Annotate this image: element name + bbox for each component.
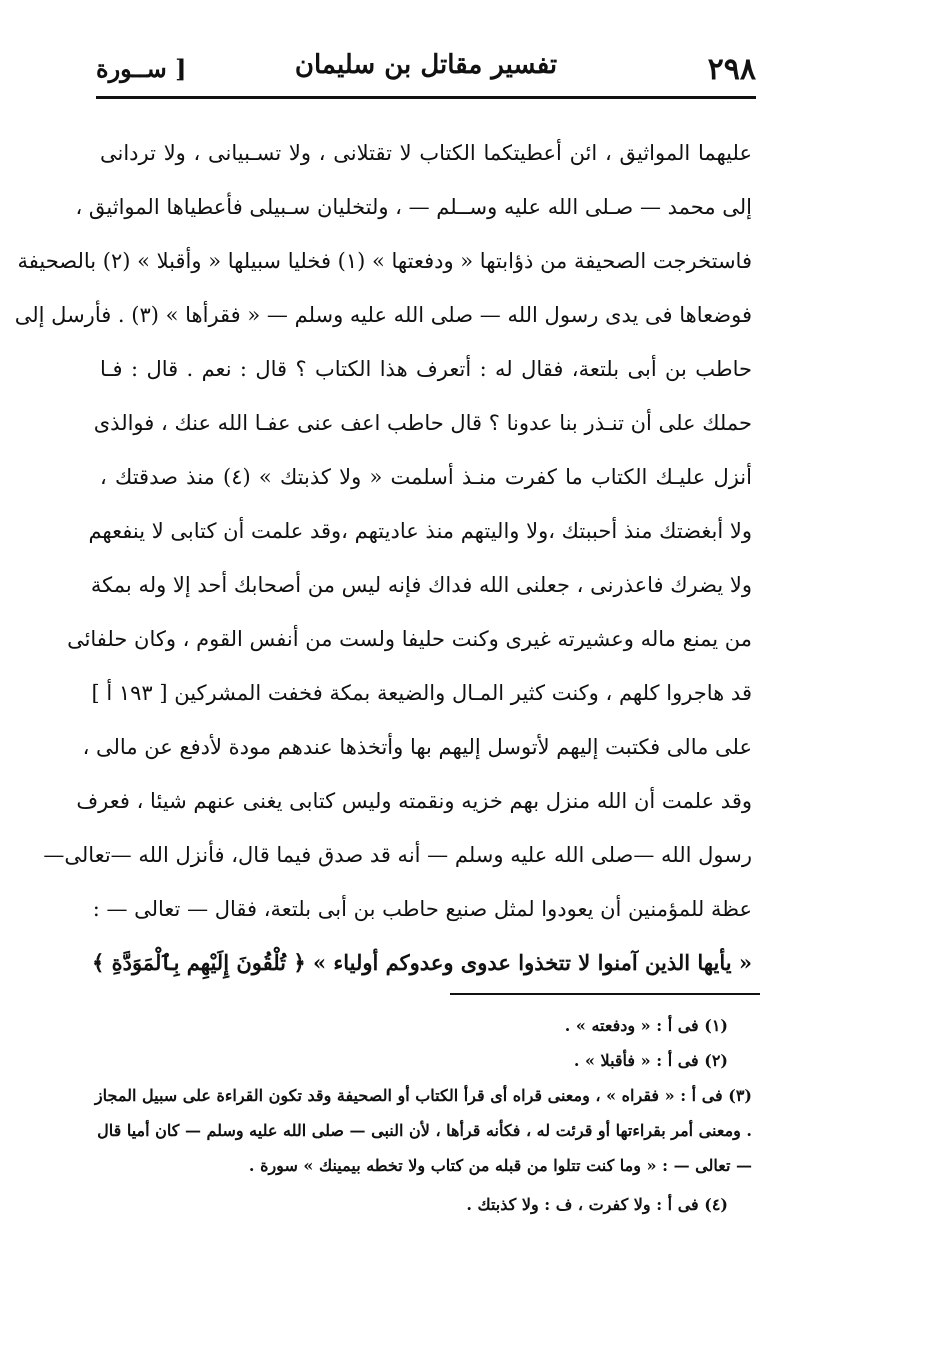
text-line: عليهما المواثيق ، ائن أعطيتكما الكتاب لا تقتلانى ، ولا تسـبيانى ، ولا تردانى	[100, 141, 752, 165]
text-line: رسول الله —صلى الله عليه وسلم — أنه قد صدق فيما قال، فأنزل الله —تعالى—	[43, 843, 752, 867]
footnote-3-continued: . ومعنى أمر بقراءتها أو قرئت له ، فكأنه قرأها ، لأن النبى — صلى الله عليه وسلم — كان أميا قال	[97, 1121, 752, 1140]
footnotes	[94, 1008, 752, 1222]
text-line: على مالى فكتبت إليهم لأتوسل إليهم بها وأتخذها عندهم مودة لأدفع عن مالى ،	[82, 735, 752, 759]
text-line: حاطب بن أبى بلتعة، فقال له : أتعرف هذا الكتاب ؟ قال : نعم . قال : فـا	[100, 357, 752, 381]
text-line: أنزل عليـك الكتاب ما كفرت منـذ أسلمت « ولا كذبتك » (٤) منذ صدقتك ،	[100, 465, 752, 489]
text-line: وقد علمت أن الله منزل بهم خزيه ونقمته وليس كتابى يغنى عنهم شيئا ، فعرف	[76, 789, 752, 813]
text-line: فوضعاها فى يدى رسول الله — صلى الله عليه وسلم — « فقرأها » (٣) . فأرسل إلى	[14, 303, 752, 327]
text-line: ولا أبغضتك منذ أحببتك ،ولا واليتهم منذ عاديتهم ،وقد علمت أن كتابى لا ينفعهم	[88, 519, 752, 543]
body-text	[14, 126, 752, 990]
surah-heading: [ ســورة	[96, 54, 187, 83]
page-number: ٢٩٨	[707, 52, 756, 87]
running-title: تفسير مقاتل بن سليمان	[294, 50, 558, 80]
quran-verse-line: « يأيها الذين آمنوا لا تتخذوا عدوى وعدوكم أولياء » ﴿ تُلْقُونَ إِلَيْهِم بِٱلْمَوَدَّةِ ﴾	[91, 950, 752, 975]
text-line: إلى محمد — صـلى الله عليه وســلم — ، ولتخليان سـبيلى فأعطياها المواثيق ،	[75, 195, 752, 219]
text-line: حملك على أن تنـذر بنا عدونا ؟ قال حاطب اعف عنى عفـا الله عنك ، فوالذى	[93, 411, 752, 435]
footnote-4: (٤) فى أ : ولا كفرت ، ف : ولا كذبتك .	[466, 1195, 728, 1214]
header-rule	[96, 96, 756, 99]
footnote-3: (٣) فى أ : « فقراه » ، ومعنى قراه أى قرأ الكتاب أو الصحيفة وقد تكون القراءة على سبيل المجاز	[94, 1086, 752, 1105]
text-line: ولا يضرك فاعذرنى ، جعلنى الله فداك فإنه ليس من أصحابك أحد إلا وله بمكة	[90, 573, 752, 597]
page-header	[96, 48, 756, 92]
footnote-separator	[450, 993, 760, 995]
text-line: فاستخرجت الصحيفة من ذؤابتها « ودفعتها » (١) فخليا سبيلها « وأقبلا » (٢) بالصحيفة	[17, 249, 752, 273]
text-line: من يمنع ماله وعشيرته غيرى وكنت حليفا ولست من أنفس القوم ، وكان حلفائى	[67, 627, 752, 651]
text-line: قد هاجروا كلهم ، وكنت كثير المـال والضيعة بمكة فخفت المشركين [ ١٩٣ أ ]	[91, 681, 752, 705]
footnote-3-continued: — تعالى — : « وما كنت تتلوا من قبله من كتاب ولا تخطه بيمينك » سورة .	[248, 1156, 752, 1175]
footnote-1: (١) فى أ : « ودفعته » .	[564, 1016, 728, 1035]
text-line: عظة للمؤمنين أن يعودوا لمثل صنيع حاطب بن أبى بلتعة، فقال — تعالى — :	[92, 897, 752, 921]
footnote-2: (٢) فى أ : « فأقبلا » .	[573, 1051, 728, 1070]
